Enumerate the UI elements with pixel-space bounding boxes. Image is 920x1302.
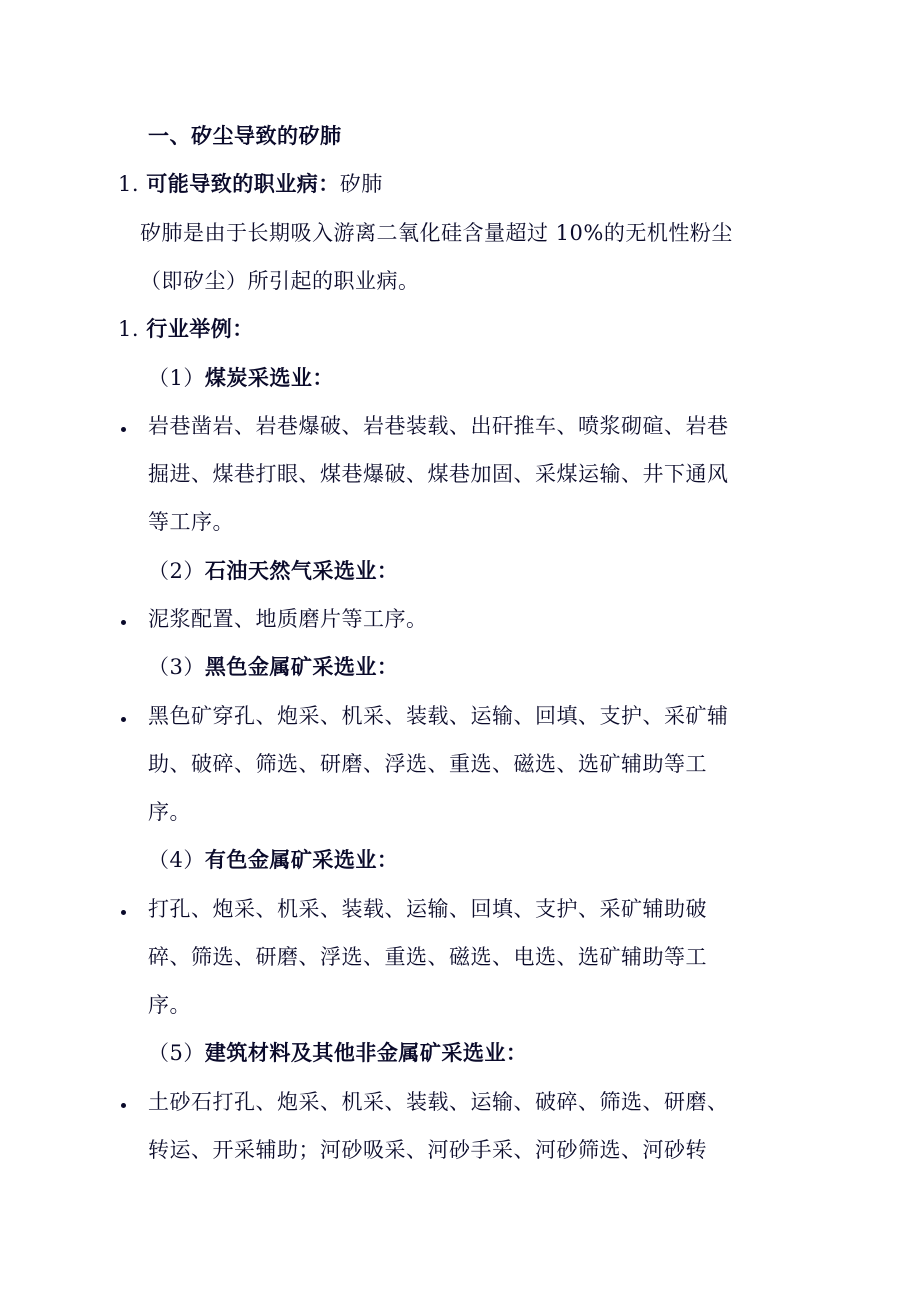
industry-2-line-1: 泥浆配置、地质磨片等工序。 xyxy=(148,607,428,631)
industry-1-line-3: 等工序。 xyxy=(148,510,234,534)
item-1-number: 1. xyxy=(118,172,140,196)
industry-5-line-1: 土砂石打孔、炮采、机采、装载、运输、破碎、筛选、研磨、 xyxy=(148,1090,729,1114)
section-heading: 一、矽尘导致的矽肺 xyxy=(148,124,342,148)
industry-1-heading xyxy=(148,364,334,392)
bullet-dot xyxy=(121,620,126,625)
definition-line-2: （即矽尘）所引起的职业病。 xyxy=(140,269,420,293)
definition-line-1: 矽肺是由于长期吸入游离二氧化硅含量超过 10%的无机性粉尘 xyxy=(140,221,733,245)
industry-4-index: （4） xyxy=(148,848,205,872)
item-2-number: 1. xyxy=(118,317,140,341)
industry-1-index: （1） xyxy=(148,366,205,390)
industry-4-title: 有色金属矿采选业： xyxy=(204,848,399,872)
bullet-dot xyxy=(121,427,126,432)
industry-3-line-3: 序。 xyxy=(148,800,191,824)
industry-3-line-1: 黑色矿穿孔、炮采、机采、装载、运输、回填、支护、采矿辅 xyxy=(148,704,729,728)
industry-5-title: 建筑材料及其他非金属矿采选业： xyxy=(204,1041,528,1065)
industry-2-title: 石油天然气采选业： xyxy=(204,559,399,583)
item-1-value: 矽肺 xyxy=(339,172,383,196)
industry-5-line-2: 转运、开采辅助；河砂吸采、河砂手采、河砂筛选、河砂转 xyxy=(148,1138,707,1162)
industry-3-heading xyxy=(148,653,398,681)
bullet-dot xyxy=(121,1103,126,1108)
industry-2-heading xyxy=(148,557,398,585)
industry-1-title: 煤炭采选业： xyxy=(204,366,334,390)
bullet-dot xyxy=(121,910,126,915)
industry-5-index: （5） xyxy=(148,1041,205,1065)
industry-5-heading xyxy=(148,1039,527,1067)
item-1-label: 可能导致的职业病： xyxy=(146,172,340,196)
industry-1-line-2: 掘进、煤巷打眼、煤巷爆破、煤巷加固、采煤运输、井下通风 xyxy=(148,462,729,486)
industry-3-title: 黑色金属矿采选业： xyxy=(204,655,399,679)
industry-2-index: （2） xyxy=(148,559,205,583)
item-1-heading xyxy=(118,170,383,198)
industry-3-line-2: 助、破碎、筛选、研磨、浮选、重选、磁选、选矿辅助等工 xyxy=(148,752,707,776)
industry-4-line-1: 打孔、炮采、机采、装载、运输、回填、支护、采矿辅助破 xyxy=(148,897,707,921)
industry-4-line-2: 碎、筛选、研磨、浮选、重选、磁选、电选、选矿辅助等工 xyxy=(148,945,707,969)
industry-4-line-3: 序。 xyxy=(148,993,191,1017)
item-2-label: 行业举例： xyxy=(146,317,254,341)
bullet-dot xyxy=(121,717,126,722)
industry-1-line-1: 岩巷凿岩、岩巷爆破、岩巷装载、出矸推车、喷浆砌碹、岩巷 xyxy=(148,414,729,438)
industry-3-index: （3） xyxy=(148,655,205,679)
item-2-heading xyxy=(118,315,254,343)
industry-4-heading xyxy=(148,846,398,874)
